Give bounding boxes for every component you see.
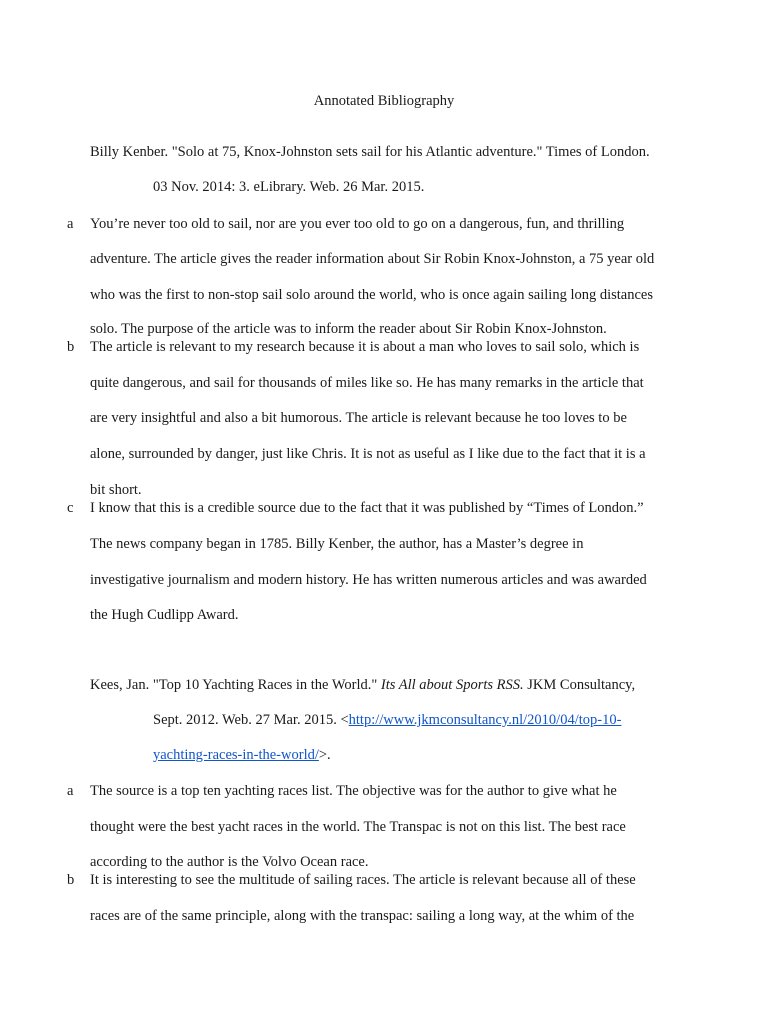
citation-2-line-1	[90, 677, 635, 694]
annotation-line: The news company began in 1785. Billy Kenber, the author, has a Master’s degree in	[90, 536, 584, 552]
annotation-line: adventure. The article gives the reader information about Sir Robin Knox-Johnston, a 75 year old	[90, 251, 655, 267]
annotation-line: I know that this is a credible source due to the fact that it was published by “Times of London.”	[90, 500, 644, 516]
annotation-line: quite dangerous, and sail for thousands of miles like so. He has many remarks in the article that	[90, 375, 644, 391]
annotation-line: The article is relevant to my research because it is about a man who loves to sail solo, which is	[90, 339, 640, 355]
annotation-line: It is interesting to see the multitude of sailing races. The article is relevant because all of these	[90, 872, 636, 888]
annotation-line: the Hugh Cudlipp Award.	[90, 607, 239, 623]
citation-2-site: Its All about Sports RSS.	[380, 677, 524, 693]
citation-2-publisher: JKM Consultancy,	[523, 677, 636, 693]
annotation-label-b: b	[67, 339, 75, 355]
annotation-line: investigative journalism and modern history. He has written numerous articles and was awarded	[90, 572, 647, 588]
annotation-line: solo. The purpose of the article was to inform the reader about Sir Robin Knox-Johnston.	[90, 321, 607, 337]
citation-2-date: Sept. 2012. Web. 27 Mar. 2015. <	[153, 712, 349, 728]
annotation-label-a: a	[67, 783, 74, 799]
annotation-line: bit short.	[90, 482, 142, 498]
annotation-line: races are of the same principle, along with the transpac: sailing a long way, at the whim of the	[90, 908, 635, 924]
annotation-line: who was the first to non-stop sail solo around the world, who is once again sailing long distances	[90, 287, 653, 303]
citation-2-line-3	[153, 747, 331, 764]
annotation-label-b: b	[67, 872, 75, 888]
citation-2-url-part-2[interactable]: yachting-races-in-the-world/	[153, 747, 319, 763]
page-title: Annotated Bibliography	[313, 93, 455, 109]
citation-1-line-1: Billy Kenber. "Solo at 75, Knox-Johnston sets sail for his Atlantic adventure." Times of London.	[90, 144, 650, 160]
annotation-line: thought were the best yacht races in the world. The Transpac is not on this list. The best race	[90, 819, 626, 835]
annotation-line: You’re never too old to sail, nor are you ever too old to go on a dangerous, fun, and thrilling	[90, 216, 625, 232]
annotation-line: alone, surrounded by danger, just like Chris. It is not as useful as I like due to the fact that it is a	[90, 446, 646, 462]
citation-1-line-2: 03 Nov. 2014: 3. eLibrary. Web. 26 Mar. 2015.	[153, 179, 425, 195]
annotation-line: according to the author is the Volvo Ocean race.	[90, 854, 369, 870]
annotation-line: are very insightful and also a bit humorous. The article is relevant because he too loves to be	[90, 410, 627, 426]
citation-2-author-title: Kees, Jan. "Top 10 Yachting Races in the World."	[90, 677, 381, 693]
citation-2-url-close: >.	[318, 747, 331, 763]
annotation-line: The source is a top ten yachting races list. The objective was for the author to give what he	[90, 783, 617, 799]
citation-2-url-part-1[interactable]: http://www.jkmconsultancy.nl/2010/04/top-10-	[348, 712, 622, 728]
citation-2-line-2	[153, 712, 621, 729]
annotation-label-c: c	[67, 500, 74, 516]
annotation-label-a: a	[67, 216, 74, 232]
